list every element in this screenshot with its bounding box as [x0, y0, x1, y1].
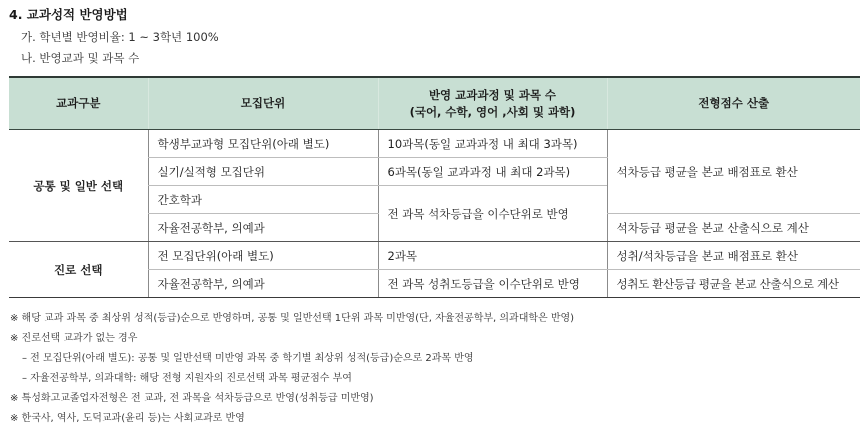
table-row	[9, 242, 860, 270]
score-cell: 성취/석차등급을 본교 배점표로 환산	[607, 242, 860, 270]
header-score: 전형점수 산출	[607, 77, 860, 130]
header-subjects-line2: (국어, 수학, 영어 ,사회 및 과학)	[409, 104, 576, 119]
sub-item-subjects: 나. 반영교과 및 과목 수	[21, 51, 140, 65]
note-item: ※ 특성화고교졸업자전형은 전 교과, 전 과목을 석차등급으로 반영(성취등급 미반영)	[10, 393, 374, 404]
unit-cell: 간호학과	[148, 186, 378, 214]
notes-list	[10, 309, 574, 429]
unit-cell: 자율전공학부, 의예과	[148, 214, 378, 242]
subjects-cell: 전 과목 성취도등급을 이수단위로 반영	[378, 270, 607, 298]
header-subjects-line1: 반영 교과과정 및 과목 수	[428, 87, 557, 102]
unit-cell: 학생부교과형 모집단위(아래 별도)	[148, 130, 378, 158]
sub-item-ratio: 가. 학년별 반영비율: 1 ~ 3학년 100%	[21, 30, 219, 44]
note-subitem: – 전 모집단위(아래 별도): 공통 및 일반선택 미반영 과목 중 학기별 최상위 성적(등급)순으로 2과목 반영	[22, 353, 474, 364]
category-career: 진로 선택	[9, 242, 148, 298]
score-cell: 석차등급 평균을 본교 산출식으로 계산	[607, 214, 860, 242]
score-cell: 석차등급 평균을 본교 배점표로 환산	[607, 130, 860, 214]
table-header-row	[9, 77, 860, 130]
category-common-general: 공통 및 일반 선택	[9, 130, 148, 242]
unit-cell: 자율전공학부, 의예과	[148, 270, 378, 298]
grade-reflection-table	[9, 76, 860, 298]
subjects-cell: 10과목(동일 교과과정 내 최대 3과목)	[378, 130, 607, 158]
section-heading: 4. 교과성적 반영방법	[9, 7, 128, 22]
note-item: ※ 진로선택 교과가 없는 경우	[10, 333, 138, 344]
note-item: ※ 해당 교과 과목 중 최상위 성적(등급)순으로 반영하며, 공통 및 일반선택 1단위 과목 미반영(단, 자율전공학부, 의과대학은 반영)	[10, 313, 575, 324]
note-item: ※ 한국사, 역사, 도덕교과(윤리 등)는 사회교과로 반영	[10, 413, 245, 424]
score-cell: 성취도 환산등급 평균을 본교 산출식으로 계산	[607, 270, 860, 298]
unit-cell: 실기/실적형 모집단위	[148, 158, 378, 186]
subjects-cell: 2과목	[378, 242, 607, 270]
table-row	[9, 130, 860, 158]
header-subjects	[378, 77, 607, 130]
header-unit: 모집단위	[148, 77, 378, 130]
subjects-cell: 전 과목 석차등급을 이수단위로 반영	[378, 186, 607, 242]
note-subitem: – 자율전공학부, 의과대학: 해당 전형 지원자의 진로선택 과목 평균점수 부여	[22, 373, 352, 384]
subjects-cell: 6과목(동일 교과과정 내 최대 2과목)	[378, 158, 607, 186]
header-category: 교과구분	[9, 77, 148, 130]
unit-cell: 전 모집단위(아래 별도)	[148, 242, 378, 270]
